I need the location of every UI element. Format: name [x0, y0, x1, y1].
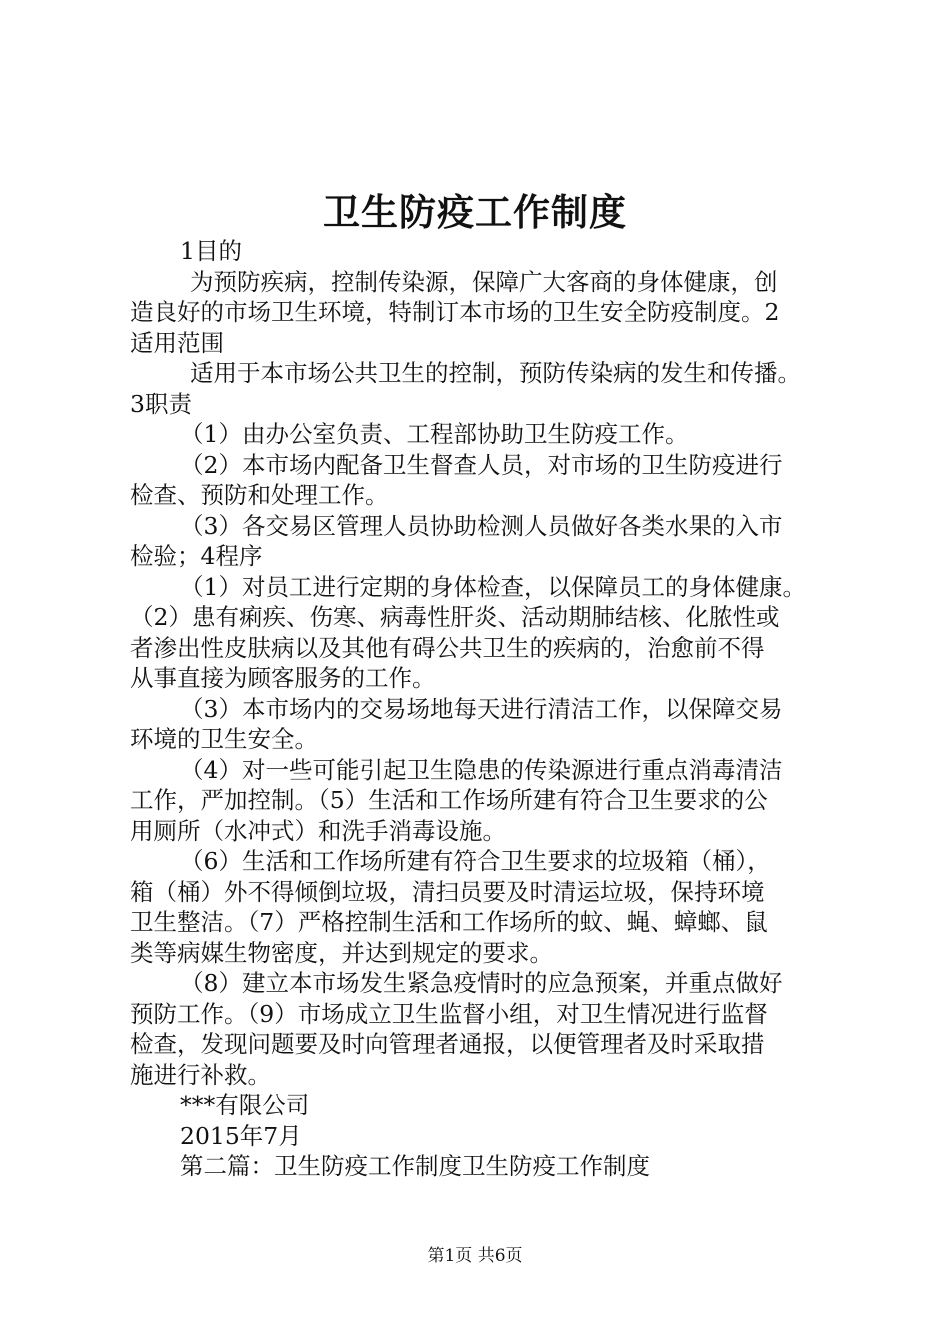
- paragraph-line: 适用于本市场公共卫生的控制，预防传染病的发生和传播。: [190, 359, 801, 387]
- paragraph-line: 工作，严加控制。（5）生活和工作场所建有符合卫生要求的公: [130, 786, 768, 814]
- paragraph-line: （3）各交易区管理人员协助检测人员做好各类水果的入市: [180, 511, 783, 540]
- paragraph-line: 检查，发现问题要及时向管理者通报，以便管理者及时采取措: [130, 1030, 765, 1058]
- paragraph-line: 从事直接为顾客服务的工作。: [130, 664, 436, 692]
- paragraph-line: 预防工作。（9）市场成立卫生监督小组，对卫生情况进行监督: [130, 999, 768, 1028]
- paragraph-line: （4）对一些可能引起卫生隐患的传染源进行重点消毒清洁: [180, 755, 783, 784]
- paragraph-line: （6）生活和工作场所建有符合卫生要求的垃圾箱（桶），: [180, 847, 771, 875]
- paragraph-line: 类等病媒生物密度，并达到规定的要求。: [130, 938, 553, 967]
- document-date: 2015年7月: [180, 1121, 302, 1150]
- document-title: 卫生防疫工作制度: [323, 190, 627, 234]
- paragraph-line: （3）本市场内的交易场地每天进行清洁工作，以保障交易: [180, 694, 783, 723]
- section-heading-duties: 3职责: [130, 389, 192, 418]
- paragraph-line: （2）患有痢疾、伤寒、病毒性肝炎、活动期肺结核、化脓性或: [130, 603, 780, 631]
- paragraph-line: （8）建立本市场发生紧急疫情时的应急预案，并重点做好: [180, 969, 783, 997]
- paragraph-line: 箱（桶）外不得倾倒垃圾，清扫员要及时清运垃圾，保持环境: [130, 877, 765, 906]
- paragraph-line: （2）本市场内配备卫生督查人员，对市场的卫生防疫进行: [180, 450, 783, 479]
- paragraph-line: 施进行补救。: [130, 1060, 271, 1089]
- paragraph-line: 者渗出性皮肤病以及其他有碍公共卫生的疾病的，治愈前不得: [130, 633, 765, 662]
- paragraph-line: 检验；4程序: [130, 542, 263, 570]
- paragraph-line: 为预防疾病，控制传染源，保障广大客商的身体健康，创: [190, 267, 778, 296]
- company-signature: ***有限公司: [180, 1091, 310, 1119]
- section-heading-purpose: 1目的: [180, 237, 242, 265]
- paragraph-line: 造良好的市场卫生环境，特制订本市场的卫生安全防疫制度。2: [130, 298, 780, 326]
- page-footer: 第1页 共6页: [427, 1246, 523, 1266]
- paragraph-line: 检查、预防和处理工作。: [130, 481, 389, 509]
- paragraph-line: 环境的卫生安全。: [130, 725, 318, 753]
- next-section-heading: 第二篇：卫生防疫工作制度卫生防疫工作制度: [180, 1152, 650, 1180]
- paragraph-line: 用厕所（水冲式）和洗手消毒设施。: [130, 816, 506, 845]
- document-body: [130, 236, 842, 1182]
- paragraph-line: 卫生整洁。（7）严格控制生活和工作场所的蚊、蝇、蟑螂、鼠: [130, 908, 768, 936]
- paragraph-line: （1）对员工进行定期的身体检查，以保障员工的身体健康。: [180, 572, 806, 601]
- paragraph-line: 适用范围: [130, 328, 224, 357]
- paragraph-line: （1）由办公室负责、工程部协助卫生防疫工作。: [180, 420, 689, 448]
